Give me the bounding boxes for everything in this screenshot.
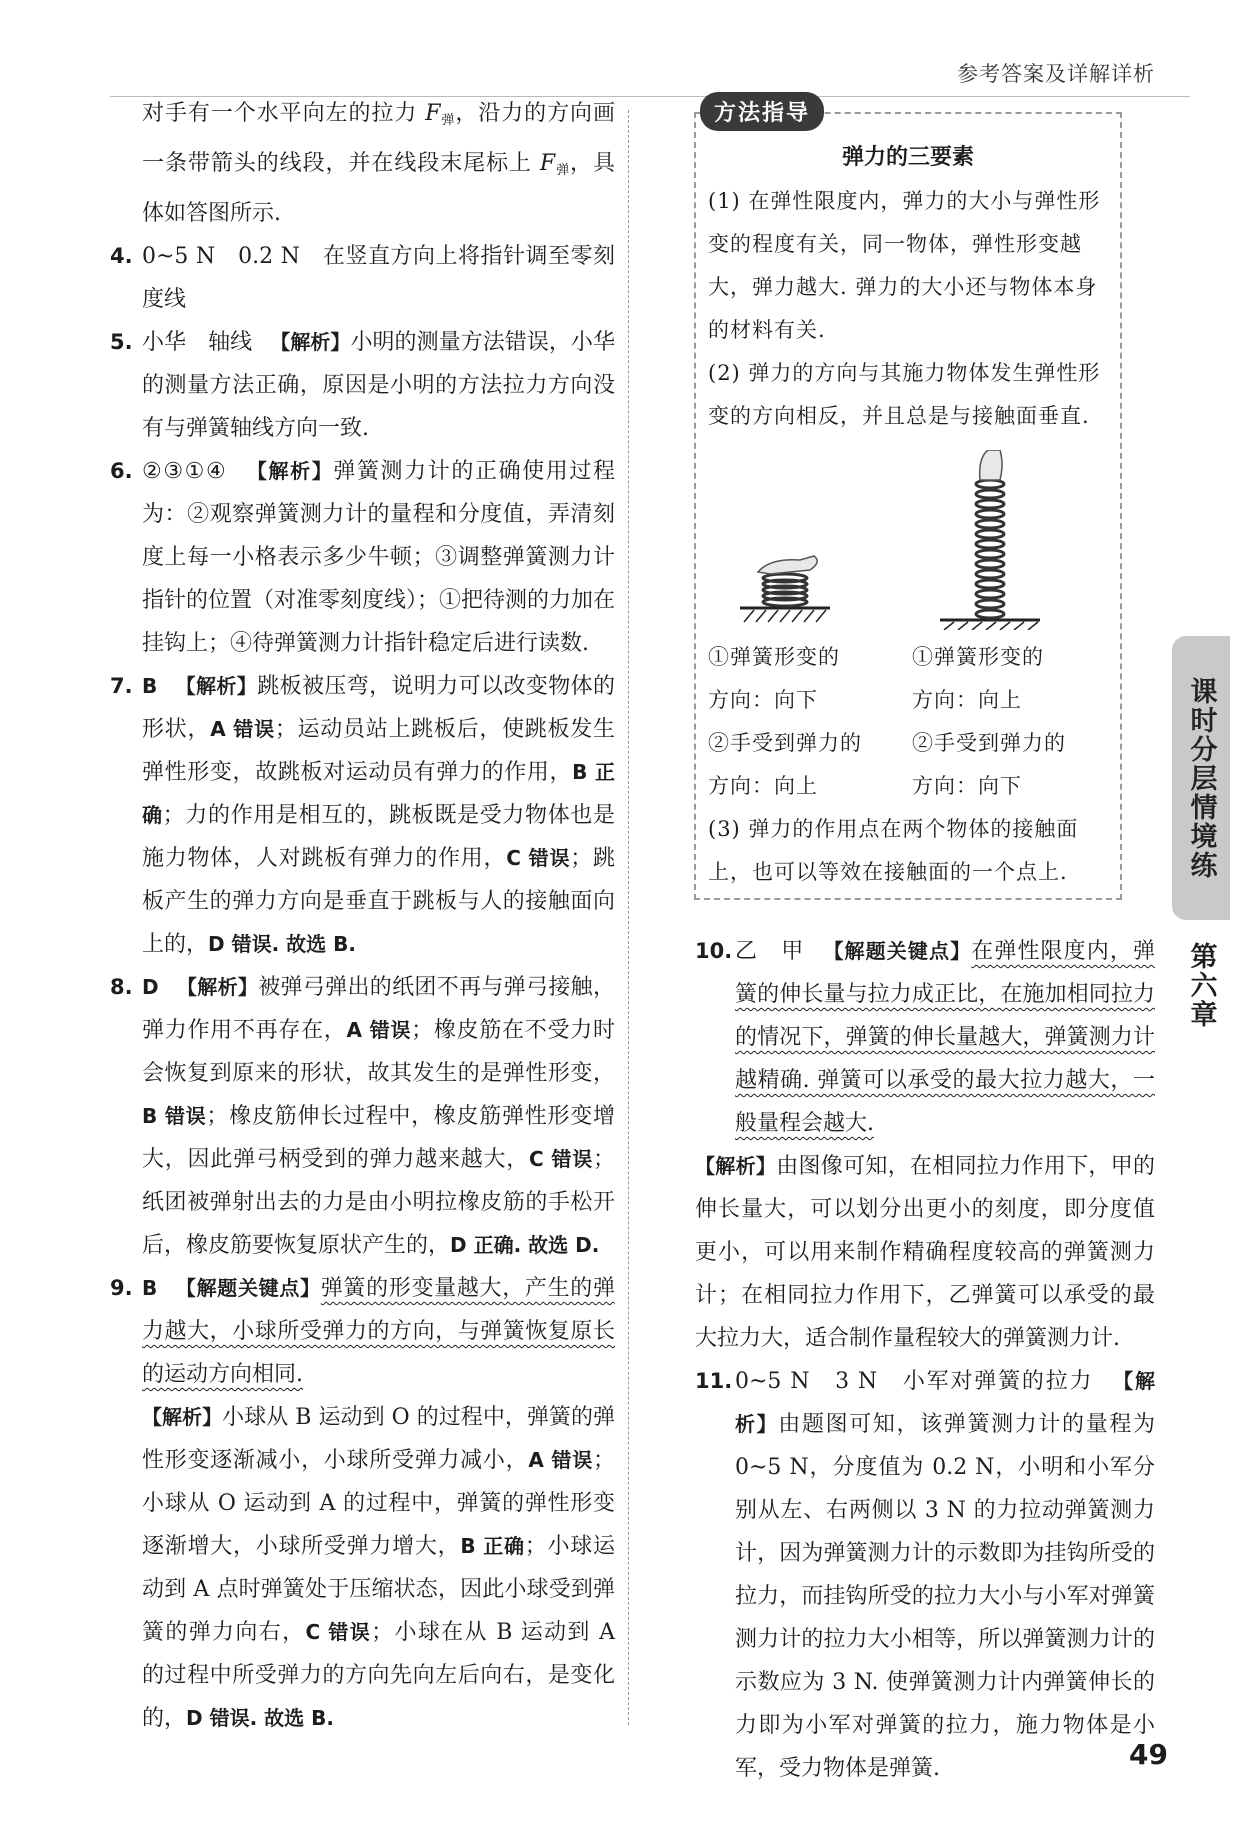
force-subscript: 弹 — [440, 113, 456, 128]
option-verdict: D 错误. 故选 B. — [186, 1706, 334, 1730]
key-point-tag: 【解题关键点】 — [822, 939, 972, 963]
key-point-text: 在弹性限度内，弹簧的伸长量与拉力成正比，在施加相同拉力的情况下，弹簧的伸长量越大，弹簧测力计越精确. 弹簧可以承受的最大拉力越大，一般量程会越大. — [735, 939, 1155, 1136]
left-column — [110, 92, 615, 1740]
option-verdict: A 错误 — [346, 1018, 412, 1042]
analysis-tag: 【解析】 — [175, 674, 258, 698]
option-verdict: C 错误 — [506, 846, 571, 870]
analysis-text: 弹簧测力计的正确使用过程为：②观察弹簧测力计的量程和分度值，弄清刻度上每一小格表示多少牛顿；③调整弹簧测力计指针的位置（对准零刻度线）；①把待测的力加在挂钩上；④待弹簧测力计指针稳定后进行读数. — [142, 459, 616, 656]
option-verdict: D 正确. 故选 D. — [450, 1233, 600, 1257]
key-point-tag: 【解题关键点】 — [175, 1276, 321, 1300]
analysis-text: ；小球从 O 运动到 A 的过程中，弹簧的弹性形变逐渐增大，小球所受弹力增大， — [142, 1448, 615, 1559]
answer-text: D — [142, 975, 159, 999]
method-point-3: (3) 弹力的作用点在两个物体的接触面上，也可以等效在接触面的一个点上. — [708, 817, 1079, 884]
analysis-text: 跳板被压弯，说明力可以改变物体的形状， — [142, 674, 615, 742]
caption-line: ①弹簧形变的 — [912, 645, 1044, 669]
answer-text: 0~5 N 0.2 N 在竖直方向上将指针调至零刻度线 — [142, 244, 615, 312]
analysis-text: ；橡皮筋在不受力时会恢复到原来的形状，故其发生的是弹性形变， — [142, 1018, 615, 1086]
analysis-text: ；力的作用是相互的，跳板既是受力物体也是施力物体，人对跳板有弹力的作用， — [142, 803, 615, 871]
caption-line: 方向：向上 — [912, 688, 1022, 712]
analysis-text: 由图像可知，在相同拉力作用下，甲的伸长量大，可以划分出更小的刻度，即分度值更小，可以用来制作精确程度较高的弹簧测力计；在相同拉力作用下，乙弹簧可以承受的最大拉力大，适合制作量程较大的弹簧测力计. — [695, 1154, 1155, 1351]
intro-text-1: 对手有一个水平向左的拉力 — [142, 101, 418, 126]
question-number: 9. — [110, 1276, 133, 1300]
answer-text: 小华 轴线 — [142, 330, 253, 355]
intro-text-3: ，具体如答图所示. — [142, 151, 615, 226]
analysis-text: ；跳板产生的弹力方向是垂直于跳板与人的接触面向上的， — [142, 846, 615, 957]
intro-paragraph — [110, 92, 615, 235]
analysis-text: 被弹弓弹出的纸团不再与弹弓接触，弹力作用不再存在， — [142, 975, 615, 1043]
analysis-text: 小明的测量方法错误，小华的测量方法正确，原因是小明的方法拉力方向没有与弹簧轴线方向一致. — [142, 330, 615, 441]
caption-line: 方向：向下 — [708, 688, 818, 712]
force-subscript: 弹 — [555, 163, 571, 178]
question-number: 5. — [110, 330, 133, 354]
stretched-spring-figure — [940, 450, 1040, 630]
method-guide-badge: 方法指导 — [700, 92, 824, 131]
analysis-text: ；橡皮筋伸长过程中，橡皮筋弹性形变增大，因此弹弓柄受到的弹力越来越大， — [142, 1104, 615, 1172]
analysis-text: ；运动员站上跳板后，使跳板发生弹性形变，故跳板对运动员有弹力的作用， — [142, 717, 615, 785]
question-9-analysis — [110, 1396, 615, 1740]
page-number: 49 — [1129, 1738, 1168, 1771]
option-verdict: A 错误 — [210, 717, 275, 741]
answer-text: ②③①④ — [142, 459, 228, 484]
analysis-text: ；小球在从 B 运动到 A 的过程中所受弹力的方向先向左后向右，是变化的， — [142, 1620, 615, 1731]
question-6 — [110, 450, 615, 665]
compressed-spring-figure — [740, 556, 830, 622]
question-11 — [695, 1360, 1155, 1790]
answer-text: 0~5 N 3 N 小军对弹簧的拉力 — [735, 1369, 1094, 1394]
question-8 — [110, 966, 615, 1267]
key-point-text: 弹簧的形变量越大，产生的弹力越大，小球所受弹力的方向，与弹簧恢复原长的运动方向相同. — [142, 1276, 615, 1387]
option-verdict: D 错误. 故选 B. — [208, 932, 356, 956]
analysis-tag: 【解析】 — [735, 1369, 1155, 1436]
analysis-text: ；小球运动到 A 点时弹簧处于压缩状态，因此小球受到弹簧的弹力向右， — [142, 1534, 615, 1645]
question-number: 10. — [695, 939, 733, 963]
caption-line: ②手受到弹力的 — [912, 731, 1066, 755]
right-figure-caption — [912, 636, 1066, 808]
caption-line: 方向：向下 — [912, 774, 1022, 798]
spring-illustration — [730, 450, 1110, 630]
question-4 — [110, 235, 615, 321]
question-number: 8. — [110, 975, 133, 999]
option-verdict: B 正确 — [460, 1534, 525, 1558]
answer-text: 乙 甲 — [735, 939, 805, 964]
method-point-2: (2) 弹力的方向与其施力物体发生弹性形变的方向相反，并且总是与接触面垂直. — [708, 361, 1101, 428]
intro-text-2: ，沿力的方向画一条带箭头的线段，并在线段末尾标上 — [142, 101, 615, 176]
option-verdict: C 错误 — [529, 1147, 593, 1171]
caption-line: 方向：向上 — [708, 774, 818, 798]
method-guide-title: 弹力的三要素 — [841, 145, 974, 170]
analysis-tag: 【解析】 — [142, 1405, 223, 1429]
answer-text: B — [142, 674, 158, 698]
question-10 — [695, 930, 1155, 1145]
caption-line: ②手受到弹力的 — [708, 731, 862, 755]
question-9 — [110, 1267, 615, 1396]
analysis-text: 小球从 B 运动到 O 的过程中，弹簧的弹性形变逐渐减小，小球所受弹力减小， — [142, 1405, 615, 1473]
question-number: 6. — [110, 459, 133, 483]
caption-line: ①弹簧形变的 — [708, 645, 840, 669]
left-figure-caption — [708, 636, 862, 808]
method-guide-body — [708, 180, 1112, 438]
page-header: 参考答案及详解详析 — [957, 62, 1155, 86]
analysis-text: ；纸团被弹射出去的力是由小明拉橡皮筋的手松开后，橡皮筋要恢复原状产生的， — [142, 1147, 615, 1258]
analysis-tag: 【解析】 — [176, 975, 259, 999]
force-symbol: F — [539, 151, 556, 176]
side-section-tab: 课时分层情境练 — [1172, 636, 1230, 920]
option-verdict: A 错误 — [528, 1448, 593, 1472]
question-7 — [110, 665, 615, 966]
analysis-text: 由题图可知，该弹簧测力计的量程为 0~5 N，分度值为 0.2 N，小明和小军分别从左、右两侧以 3 N 的力拉动弹簧测力计，因为弹簧测力计的示数即为挂钩所受的拉力，而挂钩所受的拉力大小与小军对弹簧测力计的拉力大小相等，所以弹簧测力计的示数应为 3 N. 使弹簧测力计内弹簧伸长的力即为小军对弹簧的拉力，施力物体是小军，受力物体是弹簧. — [735, 1412, 1155, 1781]
method-point-1: (1) 在弹性限度内，弹力的大小与弹性形变的程度有关，同一物体，弹性形变越大，弹力越大. 弹力的大小还与物体本身的材料有关. — [708, 189, 1101, 342]
option-verdict: C 错误 — [305, 1620, 372, 1644]
question-number: 11. — [695, 1369, 733, 1393]
option-verdict: B 错误 — [142, 1104, 207, 1128]
question-5 — [110, 321, 615, 450]
option-verdict: B 正确 — [142, 760, 615, 827]
force-symbol: F — [425, 101, 441, 126]
right-column — [695, 930, 1155, 1790]
analysis-tag: 【解析】 — [245, 459, 334, 483]
column-divider — [628, 110, 629, 1725]
analysis-tag: 【解析】 — [270, 330, 351, 354]
method-point-3-wrap — [708, 808, 1112, 894]
question-number: 4. — [110, 244, 133, 268]
question-10-analysis — [695, 1145, 1155, 1360]
analysis-tag: 【解析】 — [695, 1154, 777, 1178]
answer-text: B — [142, 1276, 158, 1300]
chapter-label: 第六章 — [1185, 941, 1217, 1029]
question-number: 7. — [110, 674, 133, 698]
